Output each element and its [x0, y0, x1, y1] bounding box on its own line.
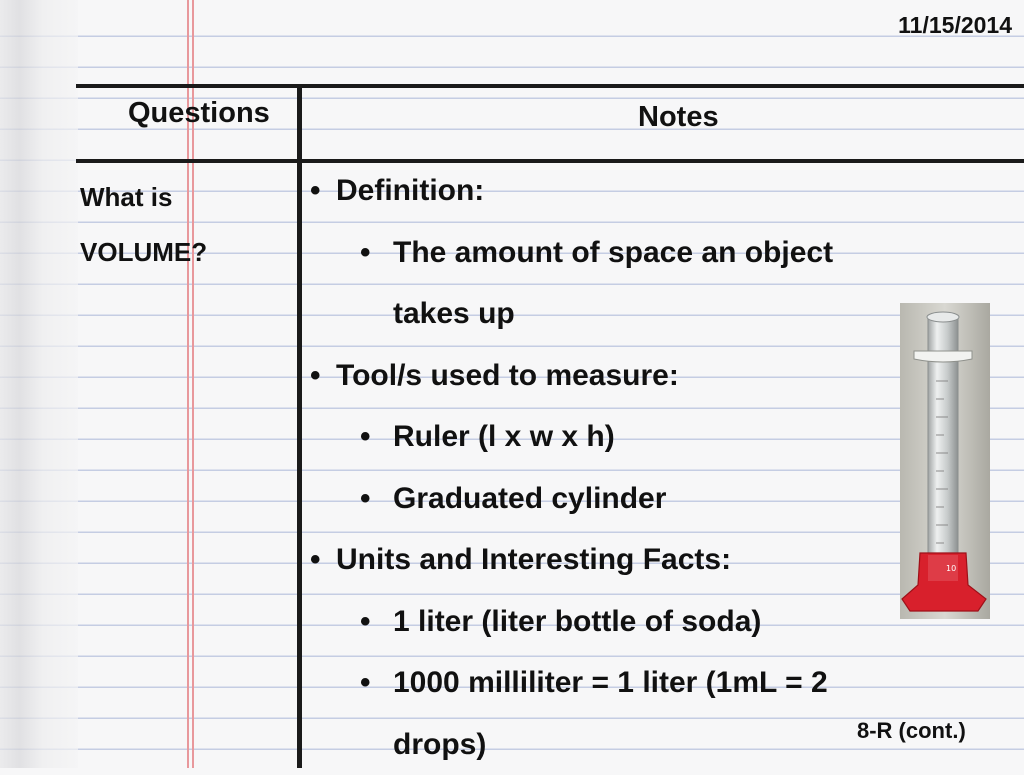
text-line: The amount of space an object [393, 235, 834, 269]
question-line: VOLUME? [80, 237, 208, 267]
date-label: 11/15/2014 [898, 12, 1012, 38]
notes-item-definition: • Definition: [310, 160, 930, 222]
cylinder-base-label: 10 [946, 564, 957, 573]
table-top-rule [76, 84, 1024, 88]
text-line: 1000 milliliter = 1 liter (1mL = 2 [393, 666, 828, 699]
notebook-binding-shadow [0, 0, 78, 768]
questions-header: Questions [128, 97, 270, 129]
page-reference: 8-R (cont.) [857, 718, 966, 743]
text-line: takes up [393, 297, 515, 330]
notes-item-units: • Units and Interesting Facts: [310, 529, 930, 591]
notes-subitem-liter: • 1 liter (liter bottle of soda) [310, 591, 930, 653]
column-divider [297, 86, 302, 768]
notes-item-tools: • Tool/s used to measure: [310, 345, 930, 407]
question-line: What is [80, 182, 173, 212]
notes-subitem-milliliter [310, 652, 930, 775]
notes-subitem-definition-text [310, 222, 930, 345]
notes-header: Notes [638, 101, 719, 133]
notes-subitem-graduated-cylinder: • Graduated cylinder [310, 468, 930, 530]
graduated-cylinder-photo [900, 303, 990, 619]
question-text [80, 170, 290, 280]
text-line: drops) [393, 727, 487, 761]
notes-list [310, 160, 930, 775]
notes-subitem-ruler: • Ruler (l x w x h) [310, 406, 930, 468]
